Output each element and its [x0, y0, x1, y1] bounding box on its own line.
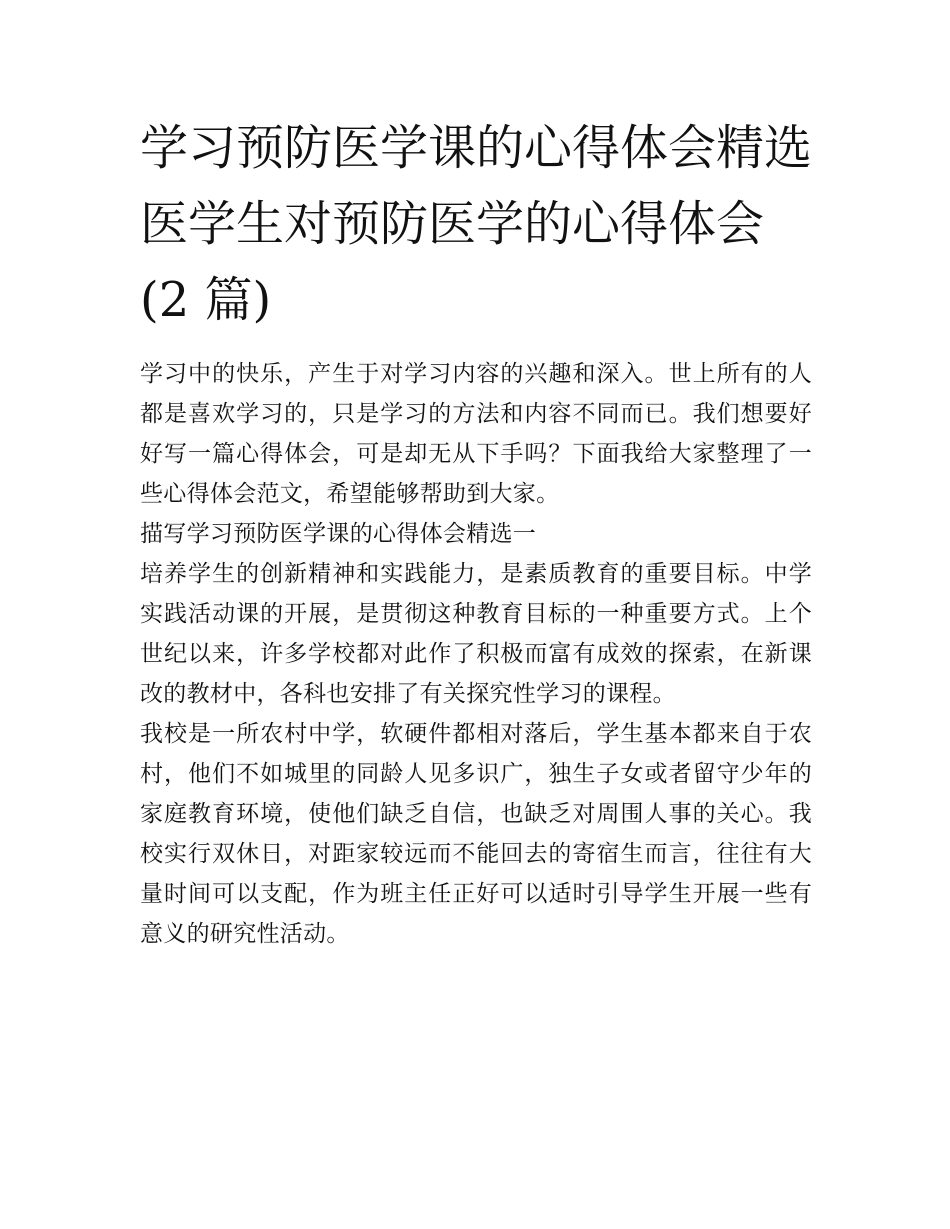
- body-paragraph-1: 培养学生的创新精神和实践能力，是素质教育的重要目标。中学实践活动课的开展，是贯彻这种教育目标的一种重要方式。上个世纪以来，许多学校都对此作了积极而富有成效的探索，在新课改的教材中，各科也安排了有关探究性学习的课程。: [140, 561, 812, 707]
- body-paragraph-2: 我校是一所农村中学，软硬件都相对落后，学生基本都来自于农村，他们不如城里的同龄人见多识广，独生子女或者留守少年的家庭教育环境，使他们缺乏自信，也缺乏对周围人事的关心。我校实行双休日，对距家较远而不能回去的寄宿生而言，往往有大量时间可以支配，作为班主任正好可以适时引导学生开展一些有意义的研究性活动。: [140, 721, 812, 947]
- section-heading: 描写学习预防医学课的心得体会精选一: [140, 521, 537, 547]
- intro-paragraph: 学习中的快乐，产生于对学习内容的兴趣和深入。世上所有的人都是喜欢学习的，只是学习的方法和内容不同而已。我们想要好好写一篇心得体会，可是却无从下手吗？下面我给大家整理了一些心得体会范文，希望能够帮助到大家。: [140, 361, 812, 507]
- document-title: 学习预防医学课的心得体会精选 医学生对预防医学的心得体会(2 篇): [140, 120, 813, 328]
- document-page: [140, 110, 812, 954]
